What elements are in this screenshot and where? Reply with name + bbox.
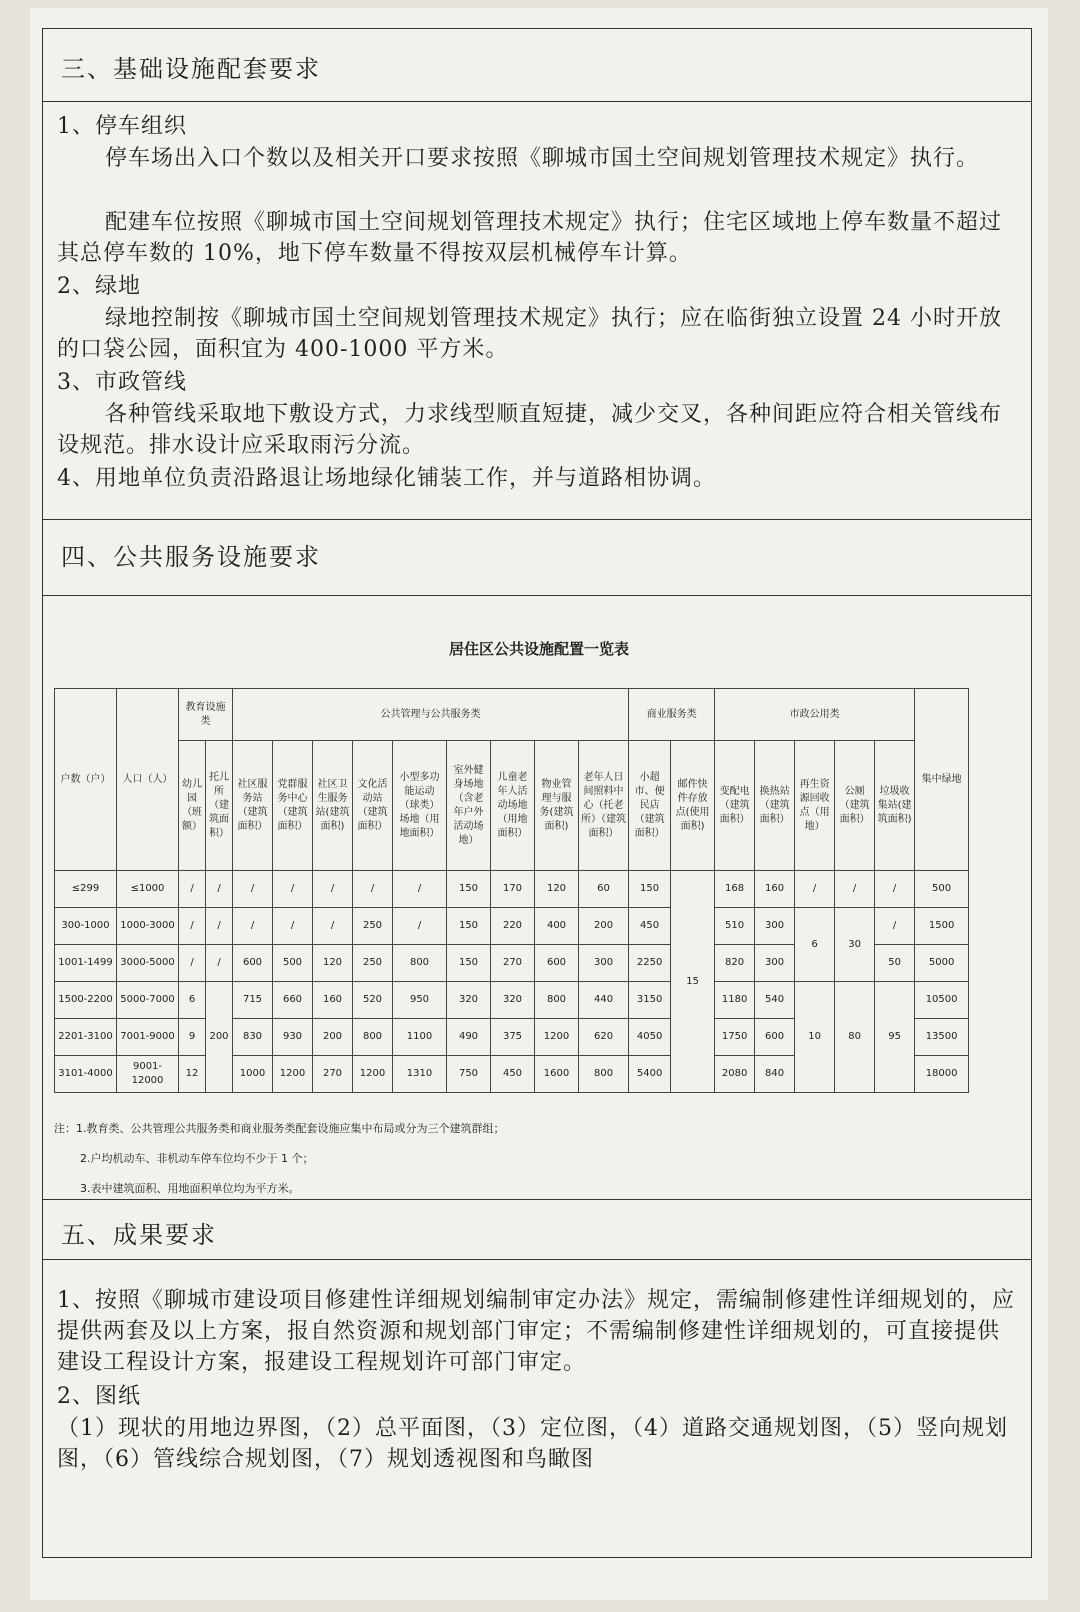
document-page [30,8,1048,1600]
cell: 1000 [233,1056,273,1093]
parking-paragraph-1: 停车场出入口个数以及相关开口要求按照《聊城市国土空间规划管理技术规定》执行。 [105,146,980,171]
cell: 300-1000 [55,908,117,945]
cell: 520 [353,982,393,1019]
cell: / [835,871,875,908]
cell: / [179,871,206,908]
cell: 950 [393,982,447,1019]
cell: 500 [915,871,969,908]
cell: 220 [491,908,535,945]
header-property: 物业管理与服务(建筑面积) [535,741,579,871]
cell: 9001-12000 [117,1056,179,1093]
cell: 600 [535,945,579,982]
drawings-heading: 2、图纸 [57,1384,141,1409]
divider [43,519,1031,520]
cell: 800 [393,945,447,982]
cell: 160 [755,871,795,908]
divider [43,1259,1031,1260]
cell: 2080 [715,1056,755,1093]
cell: 750 [447,1056,491,1093]
cell: 3000-5000 [117,945,179,982]
parking-paragraph-2: 配建车位按照《聊城市国土空间规划管理技术规定》执行；住宅区域地上停车数量不超过其总停车数的 10%，地下停车数量不得按双层机械停车计算。 [57,210,1003,266]
cell: 820 [715,945,755,982]
cell: / [273,908,313,945]
note-1: 注：1.教育类、公共管理公共服务类和商业服务类配套设施应集中布局或分为三个建筑群组； [54,1122,505,1135]
green-paragraph: 绿地控制按《聊城市国土空间规划管理技术规定》执行；应在临街独立设置 24 小时开放的口袋公园，面积宜为 400-1000 平方米。 [57,306,1002,362]
header-nursery: 托儿所（建筑面积） [206,741,233,871]
cell: 450 [629,908,671,945]
cell-nursery-merged: 200 [206,982,233,1093]
cell: 300 [755,945,795,982]
cell: / [875,871,915,908]
cell: 300 [579,945,629,982]
header-sports-small: 小型多功能运动（球类）场地（用地面积） [393,741,447,871]
cell: 7001-9000 [117,1019,179,1056]
cell: 200 [313,1019,353,1056]
cell: 800 [353,1019,393,1056]
cell: 250 [353,908,393,945]
table-row [55,908,969,945]
cell: 660 [273,982,313,1019]
cell: 300 [755,908,795,945]
cell: / [393,871,447,908]
cell: 510 [715,908,755,945]
header-substation: 变配电（建筑面积） [715,741,755,871]
table-row [55,871,969,908]
note-2: 2.户均机动车、非机动车停车位均不少于 1 个； [80,1152,314,1165]
header-community-service: 社区服务站（建筑面积） [233,741,273,871]
cell-recycling-merged-a: 6 [795,908,835,982]
header-health: 社区卫生服务站(建筑面积) [313,741,353,871]
cell: 200 [579,908,629,945]
group-public-service: 公共管理与公共服务类 [233,689,629,741]
cell: / [273,871,313,908]
cell: 1200 [353,1056,393,1093]
header-party-service: 党群服务中心（建筑面积） [273,741,313,871]
cell: 60 [579,871,629,908]
cell: 1310 [393,1056,447,1093]
cell: / [313,908,353,945]
pipeline-heading: 3、市政管线 [57,370,187,395]
cell: / [313,871,353,908]
header-children-elder: 儿童老年人活动场地（用地面积） [491,741,535,871]
cell: 10500 [915,982,969,1019]
cell: 12 [179,1056,206,1093]
cell: 13500 [915,1019,969,1056]
header-garbage: 垃圾收集站(建筑面积) [875,741,915,871]
results-paragraph-1: 1、按照《聊城市建设项目修建性详细规划编制审定办法》规定，需编制修建性详细规划的，应提供两套及以上方案，报自然资源和规划部门审定；不需编制修建性详细规划的，可直接提供建设工程设计方案，报建设工程规划许可部门审定。 [57,1288,1016,1375]
cell: 830 [233,1019,273,1056]
divider [43,1199,1031,1200]
cell: 3101-4000 [55,1056,117,1093]
header-kindergarten: 幼儿园（班额） [179,741,206,871]
section-4-title: 四、公共服务设施要求 [61,543,321,571]
cell: 1600 [535,1056,579,1093]
cell: 600 [755,1019,795,1056]
parking-heading: 1、停车组织 [57,114,187,139]
header-elder-care: 老年人日间照料中心（托老所）（建筑面积） [579,741,629,871]
cell-recycling-merged-b: 10 [795,982,835,1093]
cell: 715 [233,982,273,1019]
cell: / [875,908,915,945]
header-recycling: 再生资源回收点（用地） [795,741,835,871]
cell: 5400 [629,1056,671,1093]
divider [43,101,1031,102]
header-population: 人口（人） [117,689,179,871]
cell: 150 [447,945,491,982]
cell: 2201-3100 [55,1019,117,1056]
cell: 1001-1499 [55,945,117,982]
cell-garbage-merged-b: 95 [875,982,915,1093]
cell: 120 [313,945,353,982]
cell: 5000-7000 [117,982,179,1019]
section-3-title: 三、基础设施配套要求 [61,55,321,83]
cell: 270 [491,945,535,982]
cell: 400 [535,908,579,945]
road-paragraph: 4、用地单位负责沿路退让场地绿化铺装工作，并与道路相协调。 [57,466,716,491]
cell: 540 [755,982,795,1019]
cell: 1200 [273,1056,313,1093]
cell: 250 [353,945,393,982]
cell: 320 [447,982,491,1019]
cell: 620 [579,1019,629,1056]
cell: 150 [447,908,491,945]
cell: / [179,945,206,982]
header-households: 户数（户） [55,689,117,871]
cell: 440 [579,982,629,1019]
cell: 4050 [629,1019,671,1056]
cell: 800 [535,982,579,1019]
cell: 1500 [915,908,969,945]
cell: 170 [491,871,535,908]
cell: 150 [629,871,671,908]
cell: 1750 [715,1019,755,1056]
cell: 160 [313,982,353,1019]
cell: 320 [491,982,535,1019]
divider [43,595,1031,596]
cell: 9 [179,1019,206,1056]
pipeline-paragraph: 各种管线采取地下敷设方式，力求线型顺直短捷，减少交叉，各种间距应符合相关管线布设规范。排水设计应采取雨污分流。 [57,402,1003,458]
cell: 1180 [715,982,755,1019]
cell: 6 [179,982,206,1019]
cell: 2250 [629,945,671,982]
cell: 490 [447,1019,491,1056]
header-shop: 小超市、便民店（建筑面积） [629,741,671,871]
table-title: 居住区公共设施配置一览表 [448,640,629,658]
cell: 1100 [393,1019,447,1056]
drawings-list: （1）现状的用地边界图，（2）总平面图，（3）定位图，（4）道路交通规划图，（5）竖向规划图，（6）管线综合规划图，（7）规划透视图和鸟瞰图 [57,1416,1008,1472]
cell: ≤299 [55,871,117,908]
cell: 150 [447,871,491,908]
cell: 600 [233,945,273,982]
table-row [55,982,969,1019]
cell: / [353,871,393,908]
group-commercial: 商业服务类 [629,689,715,741]
cell: 1200 [535,1019,579,1056]
cell-toilet-merged-a: 30 [835,908,875,982]
header-outdoor-fitness: 室外健身场地（含老年户外活动场地） [447,741,491,871]
cell: 270 [313,1056,353,1093]
note-3: 3.表中建筑面积、用地面积单位均为平方米。 [80,1182,300,1195]
header-green: 集中绿地 [915,689,969,871]
group-education: 教育设施类 [179,689,233,741]
cell: 120 [535,871,579,908]
cell: 375 [491,1019,535,1056]
cell: 840 [755,1056,795,1093]
header-toilet: 公厕（建筑面积） [835,741,875,871]
cell: / [233,908,273,945]
cell: 5000 [915,945,969,982]
cell: / [179,908,206,945]
cell: 18000 [915,1056,969,1093]
header-heating: 换热站（建筑面积） [755,741,795,871]
cell: / [206,945,233,982]
header-express: 邮件快件存放点(使用面积) [671,741,715,871]
cell-toilet-merged-b: 80 [835,982,875,1093]
header-culture: 文化活动站（建筑面积） [353,741,393,871]
cell: ≤1000 [117,871,179,908]
cell-express-merged: 15 [671,871,715,1093]
cell: / [795,871,835,908]
group-municipal: 市政公用类 [715,689,915,741]
cell: / [206,908,233,945]
cell: / [233,871,273,908]
section-5-title: 五、成果要求 [61,1221,217,1249]
cell: 800 [579,1056,629,1093]
cell: 50 [875,945,915,982]
cell: 3150 [629,982,671,1019]
cell: / [393,908,447,945]
cell: 1000-3000 [117,908,179,945]
cell: / [206,871,233,908]
green-heading: 2、绿地 [57,274,141,299]
cell: 168 [715,871,755,908]
cell: 450 [491,1056,535,1093]
cell: 500 [273,945,313,982]
facility-table [54,688,969,1093]
cell: 1500-2200 [55,982,117,1019]
cell: 930 [273,1019,313,1056]
